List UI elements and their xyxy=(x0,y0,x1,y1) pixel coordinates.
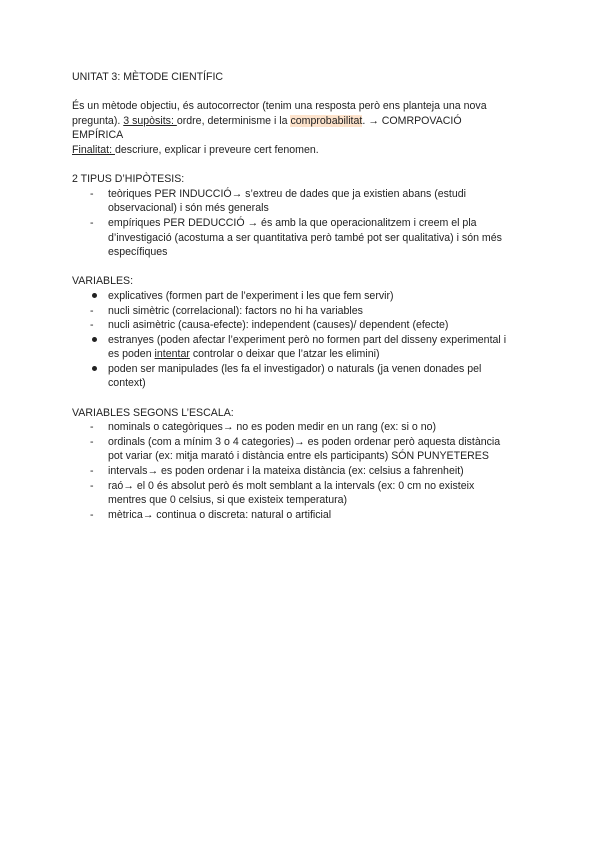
dash-marker: - xyxy=(90,479,94,492)
dash-marker: - xyxy=(90,187,94,200)
dash-marker: - xyxy=(90,465,94,478)
document-title: UNITAT 3: MÈTODE CIENTÍFIC xyxy=(72,71,224,83)
section-heading: VARIABLES: xyxy=(72,275,134,288)
document-page xyxy=(72,70,542,522)
intro-line: pregunta). 3 supòsits: ordre, determinisme i la comprobabilitat. → COMRPOVACIÓ xyxy=(72,114,462,127)
list-item: - teòriques PER INDUCCIÓ→ s’extreu de dades que ja existien abans (estudi observacional) i són més generals xyxy=(90,187,467,215)
variables-list xyxy=(72,289,542,391)
section-heading: VARIABLES SEGONS L’ESCALA: xyxy=(72,406,234,419)
list-item: - ordinals (com a mínim 3 o 4 categories)→ es poden ordenar però aquesta distància pot variar (ex: mitja marató i distància entre els participants) SÓN PUNYETERES xyxy=(90,435,501,463)
list-item: explicatives (formen part de l’experiment i les que fem servir) xyxy=(108,289,394,302)
dash-marker: - xyxy=(90,304,94,317)
intro-line: EMPÍRICA xyxy=(72,129,124,142)
finalitat-label: Finalitat: xyxy=(72,143,115,156)
dash-marker: - xyxy=(90,421,94,434)
finalitat-line: Finalitat: descriure, explicar i preveure cert fenomen. xyxy=(72,143,319,156)
section-heading: 2 TIPUS D’HIPÒTESIS: xyxy=(72,173,185,186)
list-item: - nominals o categòriques→ no es poden medir en un rang (ex: si o no) xyxy=(90,421,437,434)
dash-marker: - xyxy=(90,216,94,229)
list-item: poden ser manipulades (les fa el investigador) o naturals (ja venen donades pel context) xyxy=(108,362,482,390)
escala-list xyxy=(72,420,542,522)
hipotesis-list xyxy=(72,187,542,260)
list-item: - empíriques PER DEDUCCIÓ → és amb la que operacionalitzem i creem el pla d’investigació (acostuma a ser quantitativa però també pot ser qualitativa) i són més específiques xyxy=(90,216,502,259)
dash-marker: - xyxy=(90,319,94,332)
highlighted-term: comprobabilitat xyxy=(290,114,363,127)
supositions-label: 3 supòsits: xyxy=(123,114,177,127)
list-item: estranyes (poden afectar l’experiment però no formen part del disseny experimental i es poden intentar controlar o deixar que l’atzar les elimini) xyxy=(108,333,507,361)
dash-marker: - xyxy=(90,435,94,448)
underlined-word: intentar xyxy=(154,348,190,361)
list-item: - nucli asimètric (causa-efecte): independent (causes)/ dependent (efecte) xyxy=(90,319,449,332)
list-item: - nucli simètric (correlacional): factors no hi ha variables xyxy=(90,304,363,317)
list-item: - mètrica→ continua o discreta: natural o artificial xyxy=(90,508,332,521)
list-item: - intervals→ es poden ordenar i la mateixa distància (ex: celsius a fahrenheit) xyxy=(90,465,464,478)
list-item: - raó→ el 0 és absolut però és molt semblant a la intervals (ex: 0 cm no existeix mentres que 0 celsius, si que existeix temperatura) xyxy=(90,479,475,507)
intro-line: És un mètode objectiu, és autocorrector (tenim una resposta però ens planteja una nova xyxy=(72,100,487,113)
dash-marker: - xyxy=(90,508,94,521)
